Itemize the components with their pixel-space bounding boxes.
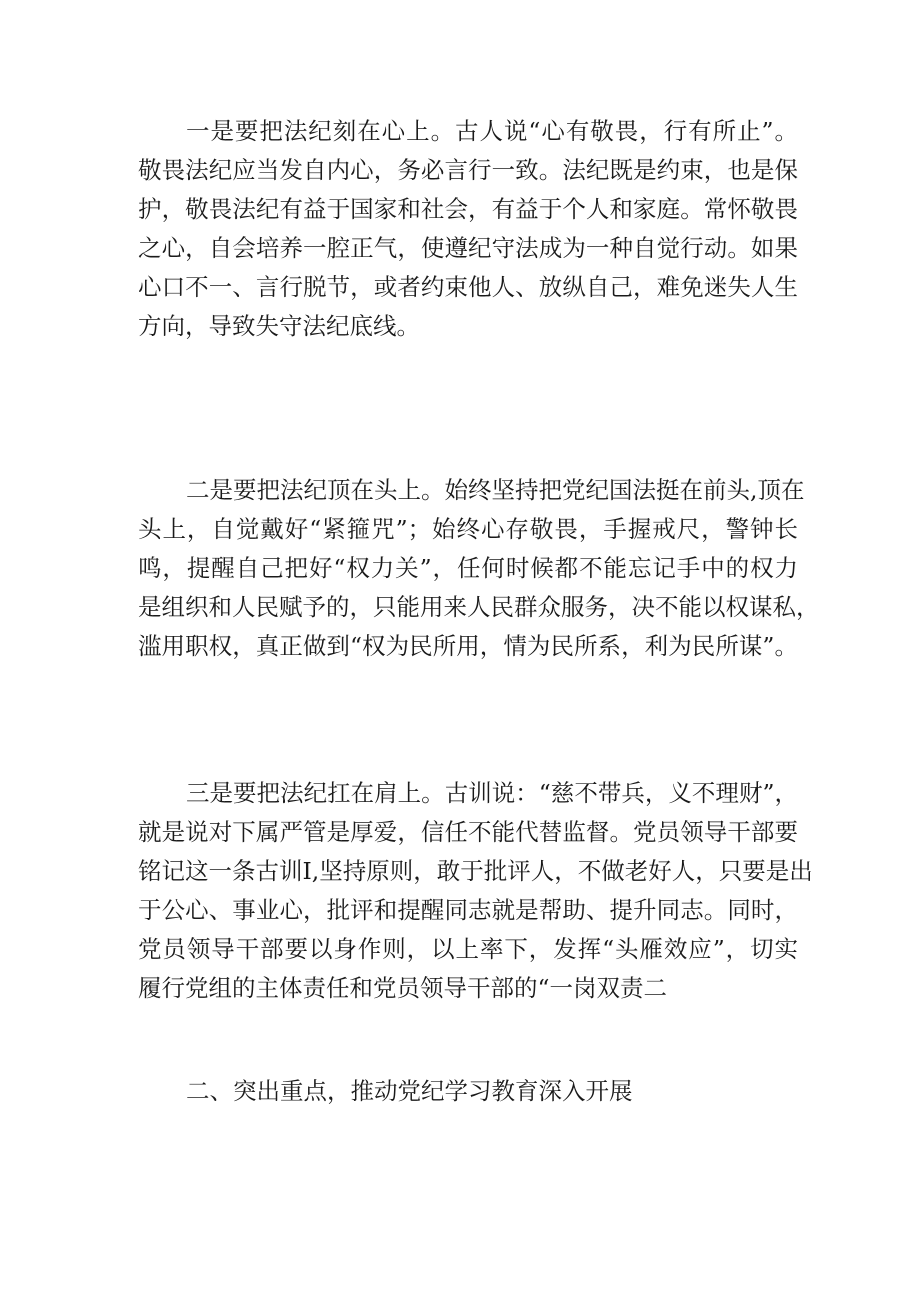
paragraph-1	[138, 112, 798, 346]
text-line: 党员领导干部要以身作则，以上率下，发挥“头雁效应”，切实	[138, 935, 798, 963]
text-line: 三是要把法纪扛在肩上。古训说：“慈不带兵，义不理财”，	[186, 779, 798, 807]
text-line: 一是要把法纪刻在心上。古人说“心有敬畏，行有所止”。	[186, 117, 798, 145]
text-line: 护，敬畏法纪有益于国家和社会，有益于个人和家庭。常怀敬畏	[138, 195, 798, 223]
text-line: 履行党组的主体责任和党员领导干部的“一岗双责二	[138, 974, 668, 1002]
text-line: 头上，自觉戴好“紧箍咒”；始终心存敬畏，手握戒尺，警钟长	[138, 515, 798, 543]
text-line: 滥用职权，真正做到“权为民所用，情为民所系，利为民所谋”。	[138, 632, 798, 660]
heading-text: 二、突出重点，推动党纪学习教育深入开展	[186, 1077, 633, 1105]
text-line: 是组织和人民赋予的，只能用来人民群众服务，决不能以权谋私，	[138, 593, 820, 621]
text-line: 铭记这一条古训I,坚持原则，敢于批评人，不做老好人，只要是出	[138, 857, 813, 885]
text-line: 鸣，提醒自己把好“权力关”，任何时候都不能忘记手中的权力	[138, 554, 798, 582]
paragraph-2	[138, 471, 820, 666]
paragraph-3	[138, 774, 813, 1008]
text-line: 心口不一、言行脱节，或者约束他人、放纵自己，难免迷失人生	[138, 273, 798, 301]
text-line: 就是说对下属严管是厚爱，信任不能代替监督。党员领导干部要	[138, 818, 798, 846]
text-line: 二是要把法纪顶在头上。始终坚持把党纪国法挺在前头,顶在	[186, 476, 805, 504]
text-line: 方向，导致失守法纪底线。	[138, 312, 420, 340]
text-line: 敬畏法纪应当发自内心，务必言行一致。法纪既是约束，也是保	[138, 156, 798, 184]
text-line: 之心，自会培养一腔正气，使遵纪守法成为一种自觉行动。如果	[138, 234, 798, 262]
text-line: 于公心、事业心，批评和提醒同志就是帮助、提升同志。同时，	[138, 896, 798, 924]
section-heading	[138, 1072, 798, 1111]
